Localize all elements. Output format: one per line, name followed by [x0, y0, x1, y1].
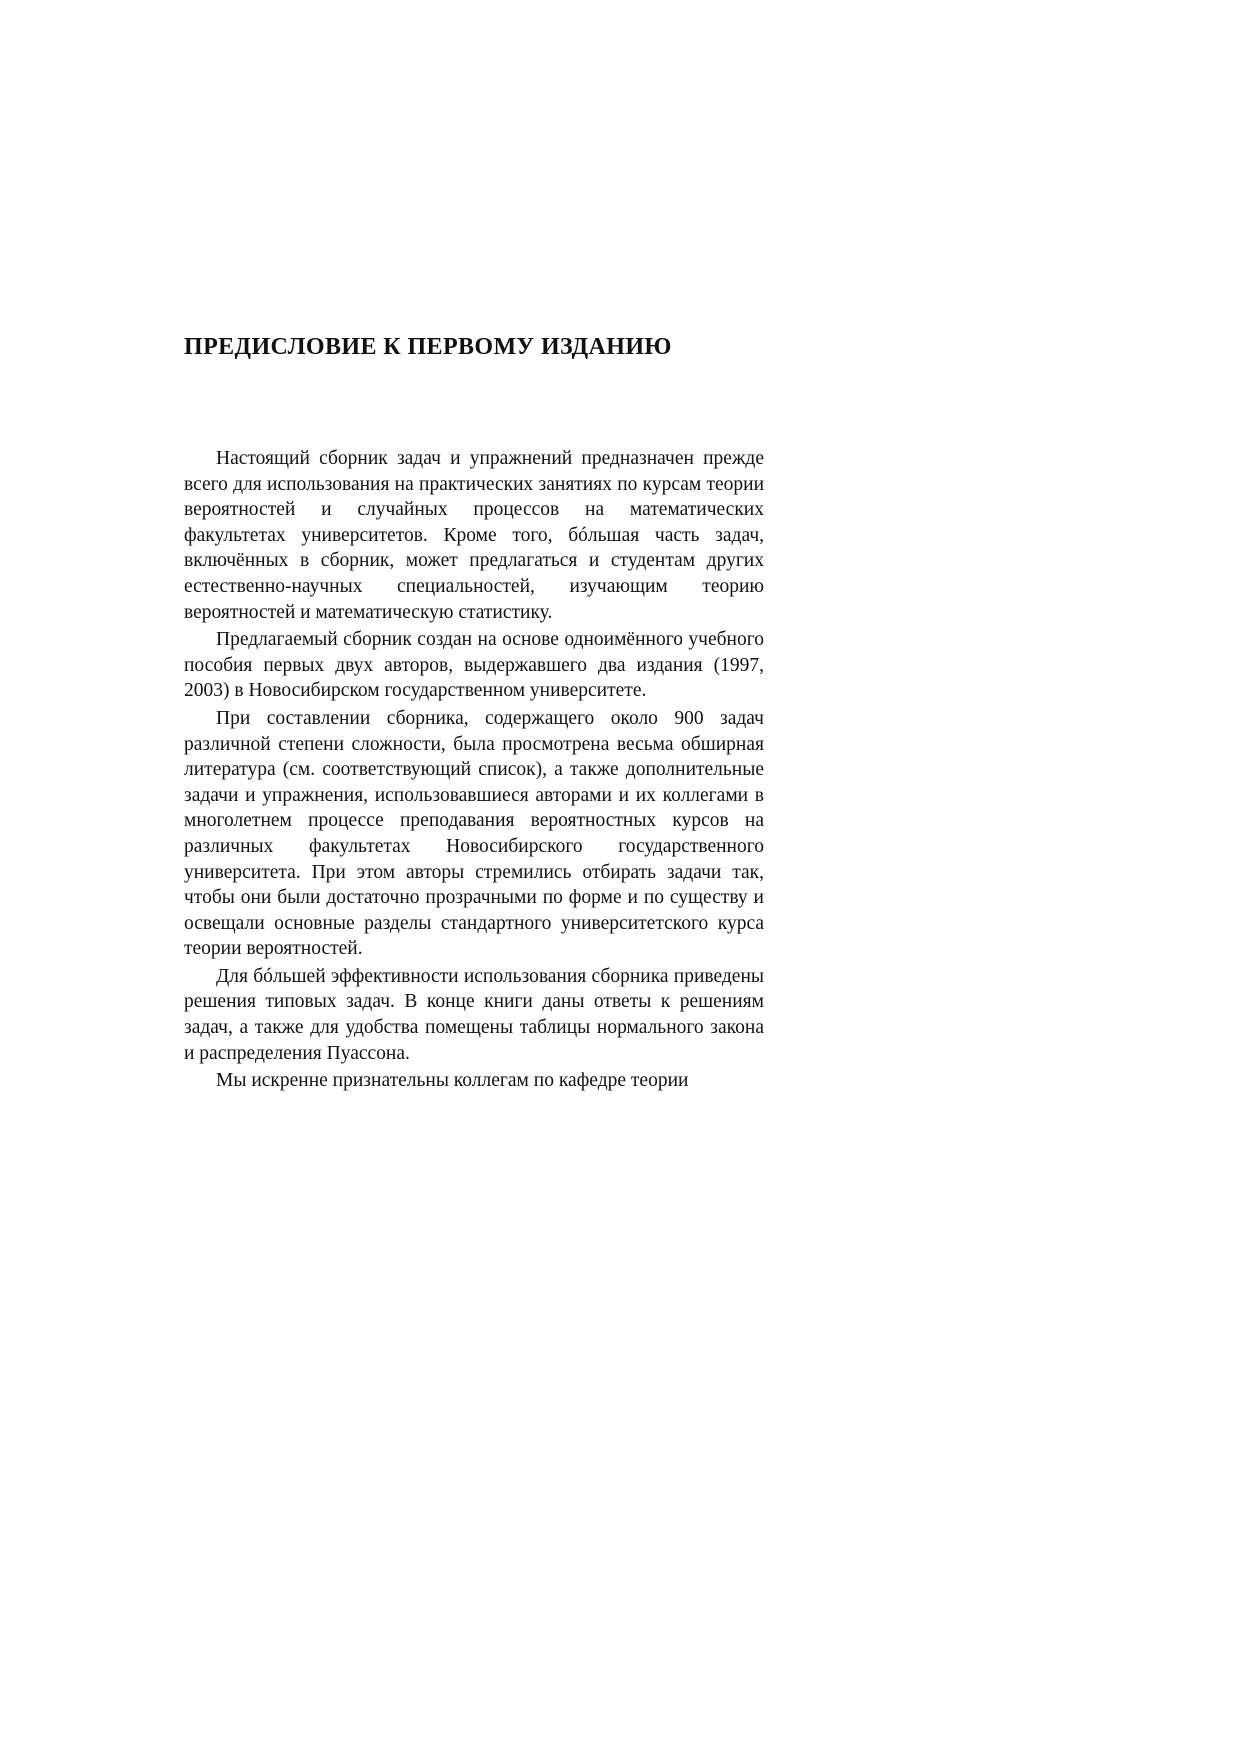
paragraph: При составлении сборника, содержащего около 900 задач различной степени сложности, была просмотрена весьма обширная литература (см. соответствующий список), а также дополнительные задачи и упражнения, использовавшиеся авторами и их коллегами в многолетнем процессе преподавания вероятностных курсов на различных факультетах Новосибирского государственного университета. При этом авторы стремились отбирать задачи так, чтобы они были достаточно прозрачными по форме и по существу и освещали основные разделы стандартного университетского курса теории вероятностей.	[184, 707, 764, 960]
paragraph: Предлагаемый сборник создан на основе одноимённого учебного пособия первых двух авторов, выдержавшего два издания (1997, 2003) в Новосибирском государственном университете.	[184, 629, 764, 702]
paragraph: Для бóльшей эффективности использования сборника приведены решения типовых задач. В конце книги даны ответы к решениям задач, а также для удобства помещены таблицы нормального закона и распределения Пуассона.	[184, 965, 764, 1064]
paragraph: Мы искренне признательны коллегам по кафедре теории	[216, 1070, 689, 1092]
section-heading: ПРЕДИСЛОВИЕ К ПЕРВОМУ ИЗДАНИЮ	[184, 334, 672, 360]
paragraph: Настоящий сборник задач и упражнений предназначен прежде всего для использования на практических занятиях по курсам теории вероятностей и случайных процессов на математических факультетах университетов. Кроме того, бóльшая часть задач, включённых в сборник, может предлагаться и студентам других естественно-научных специальностей, изучающим теорию вероятностей и математическую статистику.	[184, 448, 764, 623]
body-text	[184, 446, 764, 1096]
